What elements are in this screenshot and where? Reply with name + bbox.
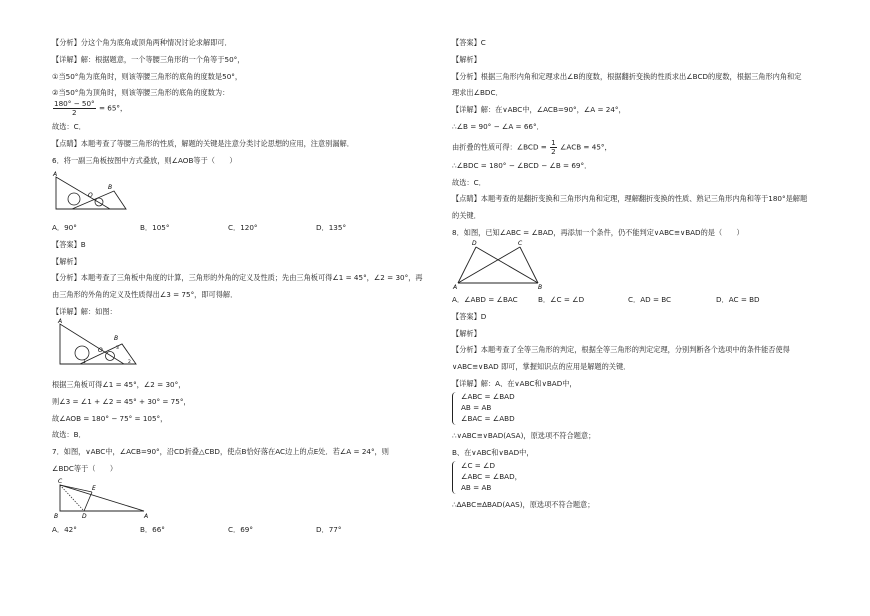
analysis-q5: 【分析】分这个角为底角或顶角两种情况讨论求解即可． xyxy=(52,38,232,47)
fraction-half: $\frac{1}{2}$ xyxy=(551,137,556,156)
conclusion-b: ∴∆ABC≌∆BAD(AAS)，原选项不符合题意； xyxy=(452,499,595,509)
q6-options xyxy=(52,223,440,232)
q6-figure xyxy=(52,167,132,217)
brace-a xyxy=(452,392,458,425)
analysis-q6-line1: 【分析】本题考查了三角板中角度的计算，三角形的外角的定义及性质；先由三角板可得∠1 = 45°，∠2 = 30°，再 xyxy=(52,273,423,283)
q6s-label-3: 3 xyxy=(116,345,119,351)
q7-label-a: A xyxy=(144,512,149,519)
step-2-q7: 由折叠的性质可得：∠BCD = $\frac{1}{2}$ ∠ACB = 45°， xyxy=(452,137,612,156)
system-a-line2: AB = AB xyxy=(461,402,492,412)
answer-choice-q5: 故选：C． xyxy=(52,122,86,132)
q8-option-a: A．∠ABD = ∠BAC xyxy=(452,294,518,304)
question-7-line1: 7．如图，∨ABC中，∠ACB=90°，沿CD折叠△CBD，使点B恰好落在AC边上的点E处．若∠A = 24°，则 xyxy=(52,447,389,457)
answer-q7: 【答案】C xyxy=(452,38,486,47)
solution-q7: 【详解】解：在∨ABC中，∠ACB=90°，∠A = 24°， xyxy=(452,105,626,115)
q8-label-a: A xyxy=(453,283,458,289)
q8-option-c: C．AD = BC xyxy=(628,294,672,304)
q7-option-a: A．42° xyxy=(52,524,77,534)
q6s-label-o: O xyxy=(98,346,103,354)
q6-label-b: B xyxy=(108,183,113,191)
system-b-line3: AB = AB xyxy=(461,482,492,492)
q8-option-b: B．∠C = ∠D xyxy=(538,294,585,304)
q6-option-a: A．90° xyxy=(52,222,77,232)
q7-figure xyxy=(52,475,152,519)
right-column xyxy=(452,38,832,517)
question-6: 6．将一副三角板按图中方式叠放，则∠AOB等于（ ） xyxy=(52,155,237,165)
q6-option-c: C．120° xyxy=(228,222,258,232)
step-2-q6: 则∠3 = ∠1 + ∠2 = 45° + 30° = 75°， xyxy=(52,396,191,406)
conclusion-a: ∴∨ABC≌∨BAD(ASA)，原选项不符合题意； xyxy=(452,430,596,440)
analysis-q8-line2: ∨ABC≌∨BAD 即可，掌握知识点的应用是解题的关键． xyxy=(452,362,631,372)
q7-option-c: C．69° xyxy=(228,524,253,534)
q6-option-b: B．105° xyxy=(140,222,170,232)
system-a-line1: ∠ABC = ∠BAD xyxy=(461,391,515,401)
step-1-q6: 根据三角板可得∠1 = 45°，∠2 = 30°， xyxy=(52,379,186,389)
q7-label-d: D xyxy=(82,512,87,519)
q8-label-c: C xyxy=(518,239,523,247)
q6s-label-b: B xyxy=(114,334,119,342)
system-a-line3: ∠BAC = ∠ABD xyxy=(461,413,515,423)
case-1: ①当50°角为底角时，则该等腰三角形的底角的度数是50°， xyxy=(52,71,243,81)
step-3-q6: 故∠AOB = 180° − 75° = 105°， xyxy=(52,413,168,423)
q8-option-d: D．AC = BD xyxy=(716,294,760,304)
q6-label-o: O xyxy=(88,191,93,199)
q6s-label-1: 1 xyxy=(83,359,86,365)
step-1-q7: ∴∠B = 90° − ∠A = 66°． xyxy=(452,121,544,131)
analysis-q7-line2: 理求出∠BDC． xyxy=(452,88,503,98)
explanation-heading-q7: 【解析】 xyxy=(452,54,481,64)
q8-label-b: B xyxy=(538,283,543,289)
comment-q7-line2: 的关键． xyxy=(452,211,481,221)
option-b-heading: B、在∨ABC和∨BAD中， xyxy=(452,447,534,457)
left-column xyxy=(52,38,440,542)
q7-label-e: E xyxy=(92,484,96,492)
q8-figure xyxy=(452,239,552,289)
comment-q5: 【点睛】本题考查了等腰三角形的性质，解题的关键是注意分类讨论思想的应用，注意别漏解． xyxy=(52,139,354,149)
explanation-heading-q8: 【解析】 xyxy=(452,328,481,338)
comment-q7-line1: 【点睛】本题考查的是翻折变换和三角形内角和定理，理解翻折变换的性质、熟记三角形内角和等于180°是解题 xyxy=(452,194,808,204)
system-b xyxy=(452,461,832,494)
answer-q6: 【答案】B xyxy=(52,239,86,249)
analysis-q6-line2: 由三角形的外角的定义及性质得出∠3 = 75°，即可得解． xyxy=(52,290,238,300)
system-a xyxy=(452,392,832,425)
answer-choice-q6: 故选：B． xyxy=(52,430,86,440)
brace-b xyxy=(452,461,458,494)
q7-option-d: D．77° xyxy=(316,524,342,534)
q6s-label-a: A xyxy=(58,317,63,325)
q6-option-d: D．135° xyxy=(316,222,347,232)
explanation-heading-q6: 【解析】 xyxy=(52,256,81,266)
q7-option-b: B．66° xyxy=(140,524,165,534)
q8-label-d: D xyxy=(472,239,477,247)
system-b-line1: ∠C = ∠D xyxy=(461,460,496,470)
q7-label-c: C xyxy=(58,477,63,485)
q8-options xyxy=(452,295,832,304)
solution-q6: 【详解】解：如图： xyxy=(52,306,117,316)
analysis-q8-line1: 【分析】本题考查了全等三角形的判定，根据全等三角形的判定定理，分别判断各个选项中的条件能否使得 xyxy=(452,345,790,355)
fraction-line: $\frac{180^\circ - 50^\circ}{2}$ = 65°， xyxy=(54,99,128,118)
q6-solution-figure xyxy=(52,318,152,374)
analysis-q7-line1: 【分析】根据三角形内角和定理求出∠B的度数，根据翻折变换的性质求出∠BCD的度数，根据三角形内角和定 xyxy=(452,71,802,81)
q6-label-a: A xyxy=(53,170,58,178)
fraction: $\frac{180^\circ - 50^\circ}{2}$ xyxy=(54,99,95,118)
system-b-line2: ∠ABC = ∠BAD， xyxy=(461,471,522,481)
question-8: 8．如图，已知∠ABC = ∠BAD，再添加一个条件，仍不能判定∨ABC≌∨BAD的是（ ） xyxy=(452,227,744,237)
question-7-line2: ∠BDC等于（ ） xyxy=(52,463,118,473)
q7-label-b: B xyxy=(54,512,59,519)
answer-q8: 【答案】D xyxy=(452,311,487,321)
case-2: ②当50°角为顶角时，则该等腰三角形的底角的度数为： xyxy=(52,88,230,98)
solution-q5: 【详解】解：根据题意，一个等腰三角形的一个角等于50°， xyxy=(52,54,245,64)
q6s-label-2: 2 xyxy=(128,359,131,365)
q7-options xyxy=(52,525,440,534)
solution-q8: 【详解】解：A、在∨ABC和∨BAD中， xyxy=(452,378,577,388)
step-3-q7: ∴∠BDC = 180° − ∠BCD − ∠B = 69°． xyxy=(452,160,592,170)
answer-choice-q7: 故选：C． xyxy=(452,177,486,187)
